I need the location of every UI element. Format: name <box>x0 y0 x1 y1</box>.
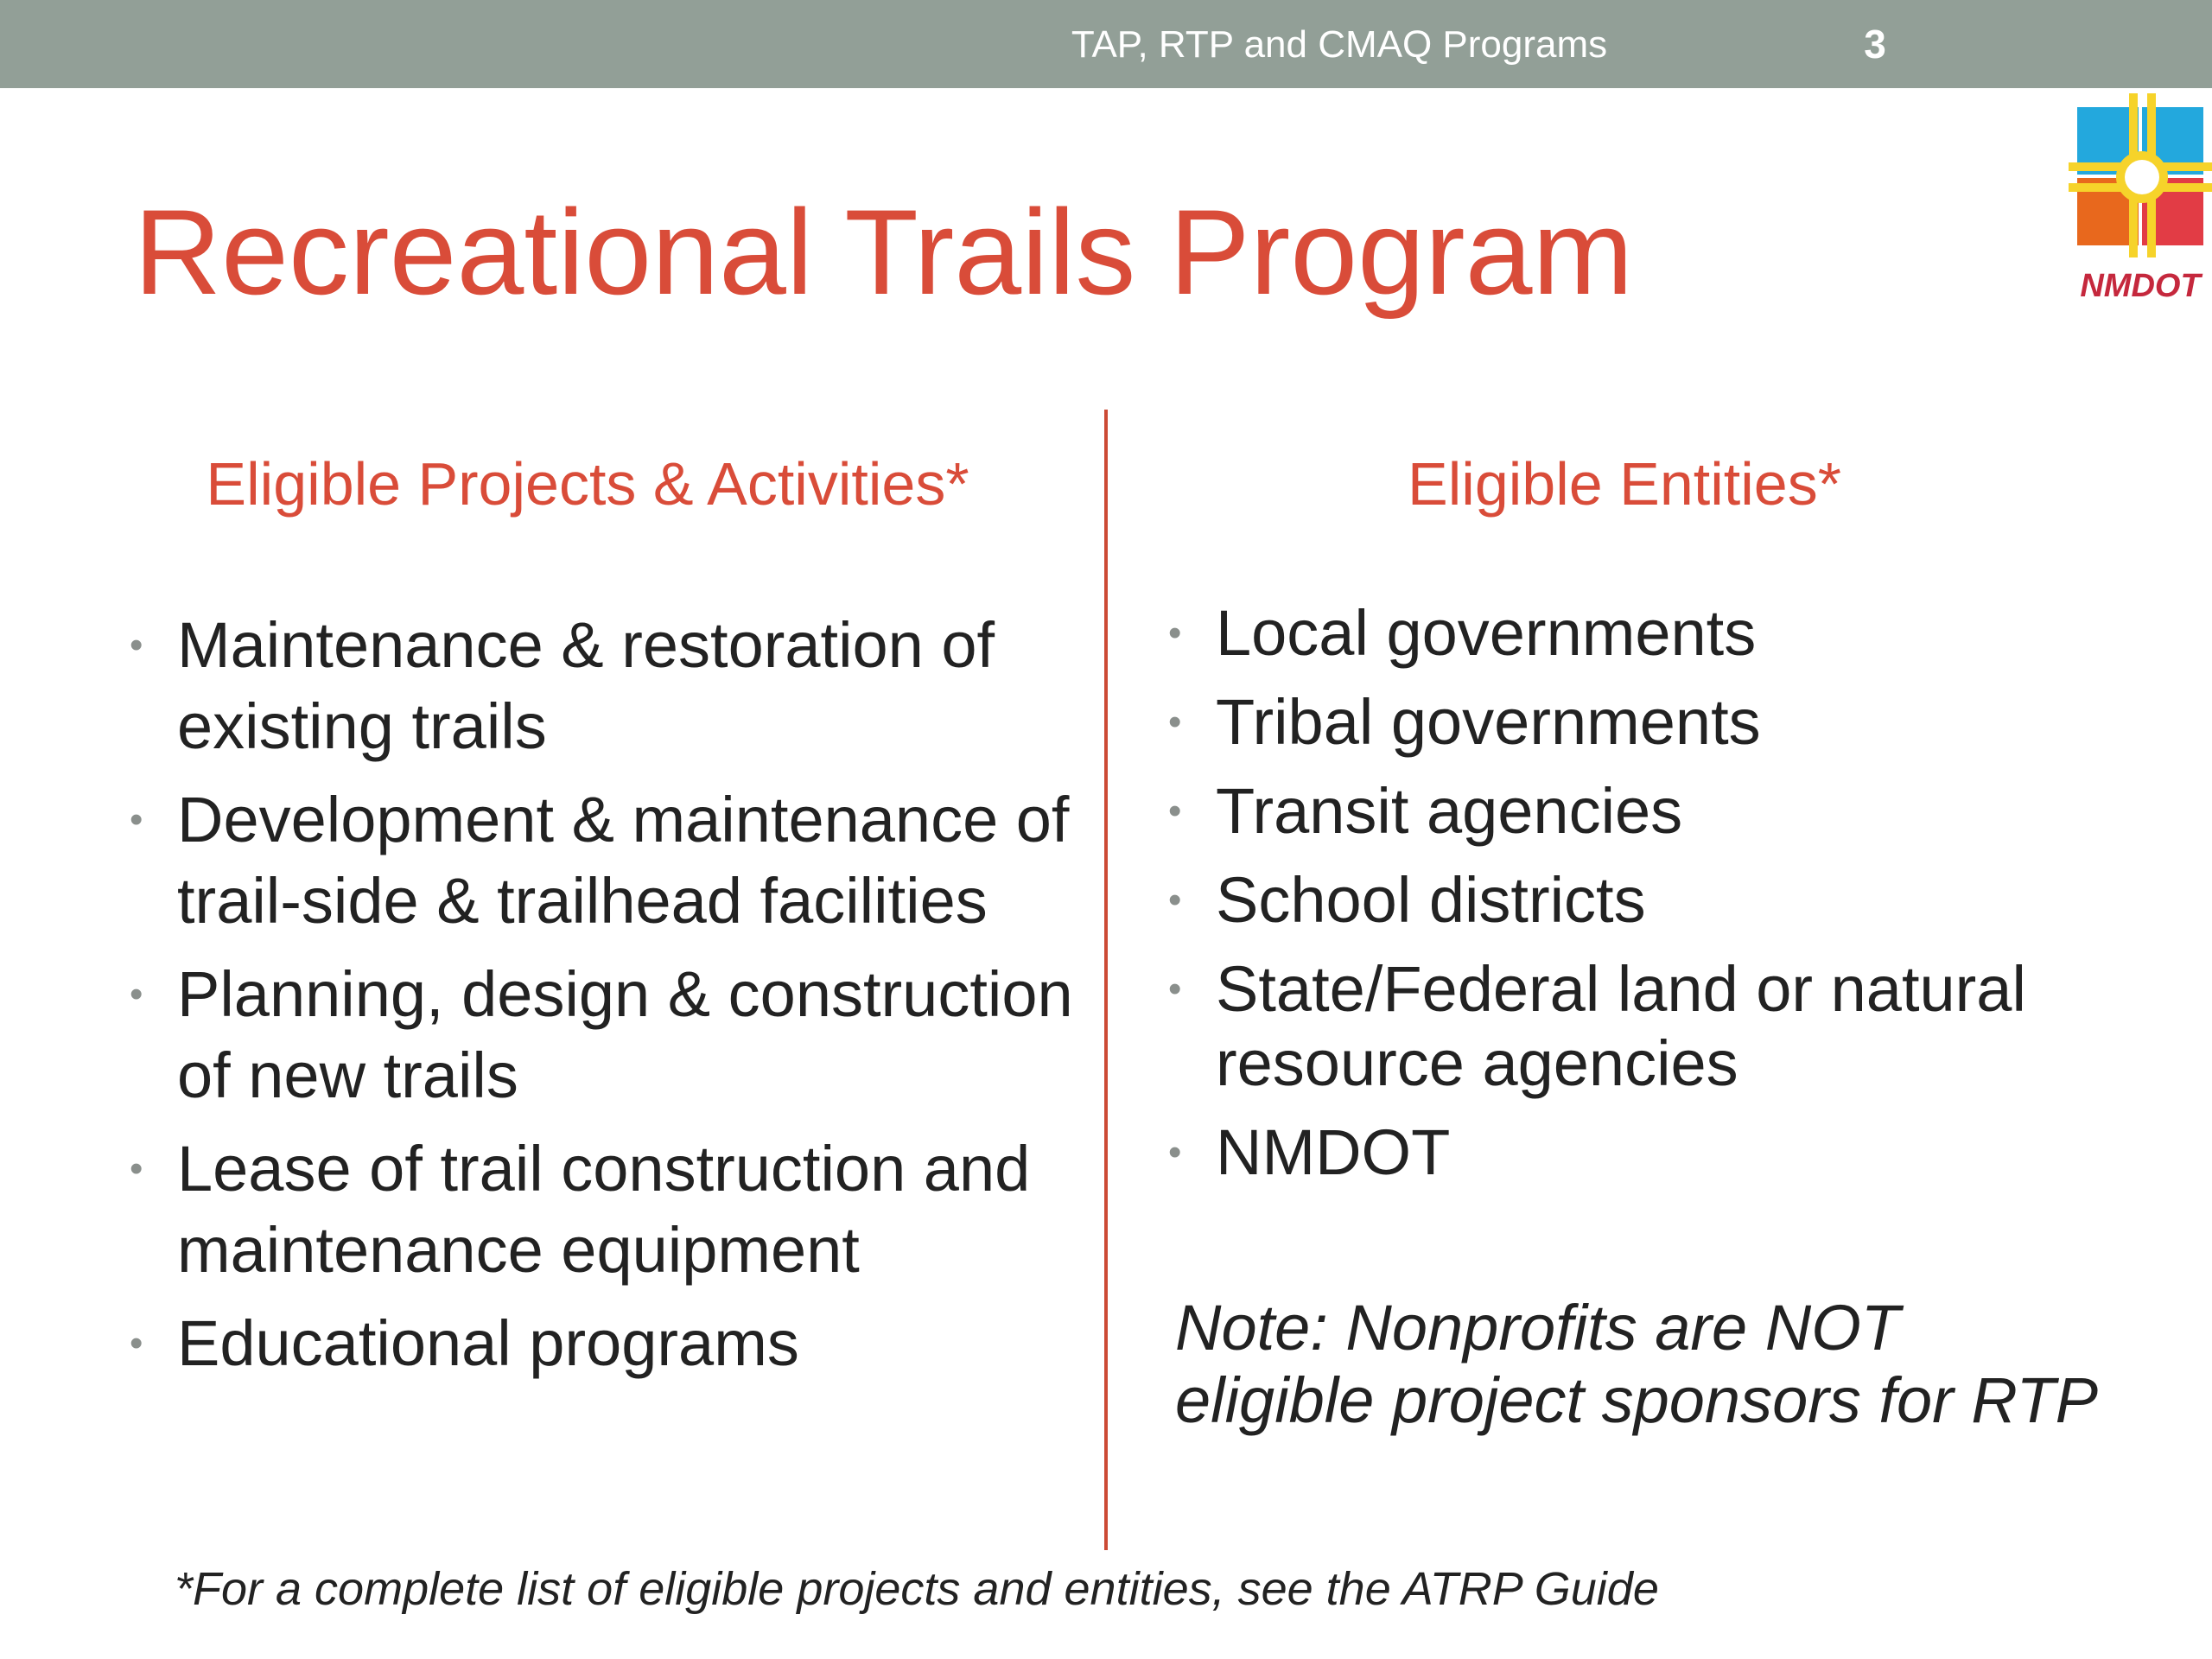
eligible-entity-text: School districts <box>1216 864 1646 936</box>
bullet-icon: • <box>1168 701 1182 743</box>
bullet-icon: • <box>130 798 143 841</box>
bullet-icon: • <box>130 1147 143 1190</box>
eligible-projects-list <box>130 605 1089 1396</box>
eligible-projects-heading: Eligible Projects & Activities* <box>206 450 969 518</box>
bullet-icon: • <box>130 973 143 1015</box>
bullet-icon: • <box>1168 968 1182 1010</box>
bullet-icon: • <box>130 624 143 666</box>
eligible-project-item <box>130 1303 1089 1384</box>
eligible-entity-item <box>1168 952 2171 1101</box>
eligible-project-text: Maintenance & restoration of existing trails <box>177 609 995 762</box>
eligible-entity-text: Local governments <box>1216 597 1757 669</box>
page-number: 3 <box>1864 22 1886 67</box>
eligible-entity-item <box>1168 774 2171 849</box>
bullet-icon: • <box>1168 1131 1182 1173</box>
bullet-icon: • <box>1168 879 1182 921</box>
eligible-entity-item <box>1168 596 2171 671</box>
eligible-entity-item <box>1168 863 2171 938</box>
header-title: TAP, RTP and CMAQ Programs <box>1071 23 1608 66</box>
eligible-entity-item <box>1168 1116 2171 1190</box>
eligible-project-item <box>130 605 1089 767</box>
eligible-entities-heading: Eligible Entities* <box>1408 450 1841 518</box>
bullet-icon: • <box>1168 612 1182 654</box>
bullet-icon: • <box>1168 790 1182 832</box>
eligible-project-item <box>130 779 1089 942</box>
column-divider <box>1104 410 1108 1550</box>
nmdot-logo <box>2069 93 2212 309</box>
eligible-entity-item <box>1168 685 2171 760</box>
eligible-project-text: Planning, design & construction of new trails <box>177 958 1073 1111</box>
header-bar <box>0 0 2212 88</box>
logo-text: NMDOT <box>2080 268 2201 304</box>
eligible-entity-text: NMDOT <box>1216 1116 1451 1188</box>
nonprofit-note: Note: Nonprofits are NOT eligible project sponsors for RTP <box>1175 1292 2099 1436</box>
bullet-icon: • <box>130 1322 143 1364</box>
eligible-entity-text: State/Federal land or natural resource agencies <box>1216 953 2026 1099</box>
eligible-project-text: Development & maintenance of trail-side & trailhead facilities <box>177 784 1070 937</box>
eligible-project-item <box>130 954 1089 1116</box>
eligible-project-item <box>130 1128 1089 1291</box>
eligible-project-text: Educational programs <box>177 1307 799 1379</box>
slide-title: Recreational Trails Program <box>134 184 1634 320</box>
eligible-entity-text: Tribal governments <box>1216 686 1761 758</box>
nmdot-zia-logo-icon <box>2069 93 2212 309</box>
eligible-entities-list <box>1168 596 2171 1205</box>
footnote: *For a complete list of eligible projects and entities, see the ATRP Guide <box>175 1563 1659 1615</box>
eligible-entity-text: Transit agencies <box>1216 775 1683 847</box>
eligible-project-text: Lease of trail construction and maintenance equipment <box>177 1133 1031 1286</box>
